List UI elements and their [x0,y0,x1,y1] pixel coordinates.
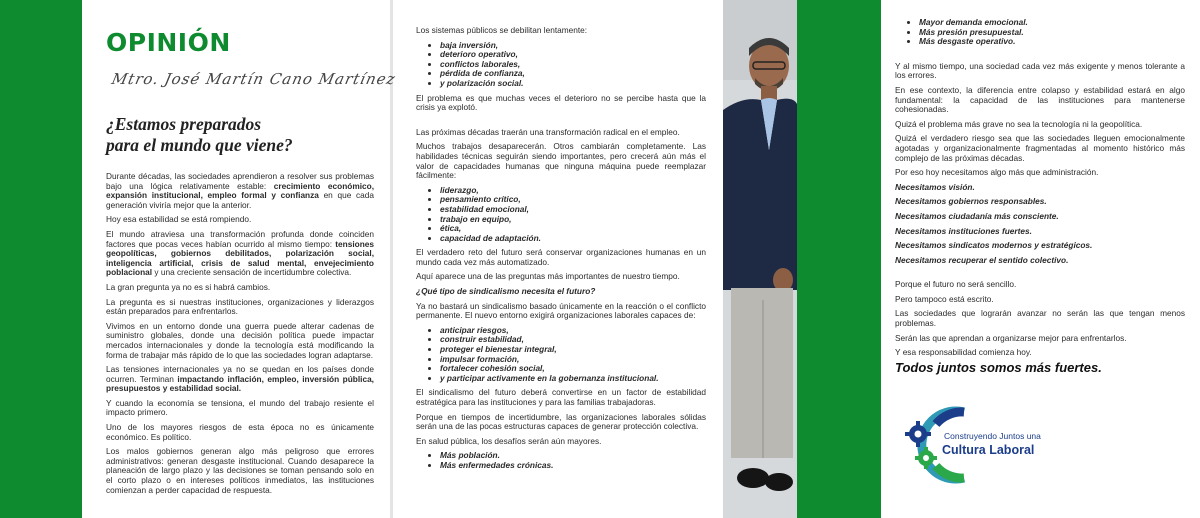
paragraph: Aquí aparece una de las preguntas más importantes de nuestro tiempo. [416,271,680,282]
list-item: • Más desgaste operativo. [919,37,1185,47]
needs-line: Necesitamos visión. [895,181,975,192]
paragraph: Pero tampoco está escrito. [895,293,994,304]
paragraph: Porque en tiempos de incertidumbre, las organizaciones laborales sólidas serán una de las pocas estructuras capaces de generar protección colectiva. [416,411,706,432]
paragraph: El mundo atraviesa una transformación profunda donde coinciden factores que pocas veces habían ocurrido al mismo tiempo: tensiones geopolíticas, gobiernos debilitados, polarización social, inteligencia artificial, crisis de salud mental, envejecimiento poblacional y una creciente sensación de incertidumbre colectiva. [106,228,374,278]
list-item: • y participar activamente en la gobernanza institucional. [440,374,706,384]
paragraph: Muchos trabajos desaparecerán. Otros cambiarán completamente. Las habilidades técnicas seguirán siendo importantes, pero crecerá aún más el valor de capacidades humanas que ninguna máquina puede reemplazar fácilmente: [416,141,706,181]
section-title: OPINIÓN [106,28,231,57]
needs-line: Necesitamos ciudadanía más consciente. [895,210,1059,221]
paragraph: Y cuando la economía se tensiona, el mundo del trabajo resiente el impacto primero. [106,397,374,418]
paragraph: El problema es que muchas veces el deterioro no se percibe hasta que la crisis ya explotó. [416,92,706,113]
article-column-3 [895,18,1185,377]
list-item: • Más enfermedades crónicas. [440,461,706,471]
list-item: • proteger el bienestar integral, [440,345,706,355]
paragraph: Hoy esa estabilidad se está rompiendo. [106,214,252,225]
list-item: • pérdida de confianza, [440,69,706,79]
list-item: • anticipar riesgos, [440,326,706,336]
paragraph: Durante décadas, las sociedades aprendieron a resolver sus problemas bajo una lógica relativamente estable: crecimiento económico, expansión institucional, empleo formal y confianza en que cada generación viviría mejor que la anterior. [106,171,374,210]
list-item: • liderazgo, [440,186,706,196]
article-column-2 [416,26,706,476]
list-item: • ética, [440,224,706,234]
list-item: • Mayor demanda emocional. [919,18,1185,28]
bullet-list [416,451,706,470]
paragraph: Las tensiones internacionales ya no se quedan en los países donde ocurren. Terminan impactando inflación, empleo, inversión pública, presupuestos y estabilidad social. [106,364,374,394]
paragraph: Los sistemas públicos se debilitan lentamente: [416,25,588,35]
paragraph: Uno de los mayores riesgos de esta época no es únicamente económico. Es político. [106,422,374,442]
paragraph: Quizá el verdadero riesgo sea que las sociedades lleguen emocionalmente agotadas y organizacionalmente fragmentadas al momento histórico más complejo de las próximas décadas. [895,133,1185,163]
list-item: • y polarización social. [440,79,706,89]
paragraph: Serán las que aprendan a organizarse mejor para enfrentarlos. [895,332,1127,343]
bullet-list [895,18,1185,47]
paragraph: La gran pregunta ya no es si habrá cambios. [106,281,271,292]
headline-line-2: para el mundo que viene? [106,135,293,155]
author-photo-illustration [723,0,797,518]
list-item: • baja inversión, [440,41,706,51]
paragraph: El sindicalismo del futuro deberá convertirse en un factor de estabilidad estratégica para las instituciones y para las familias trabajadoras. [416,387,706,407]
bullet-list [416,326,706,384]
paragraph: Porque el futuro no será sencillo. [895,279,1017,290]
author-signature: Mtro. José Martín Cano Martínez [110,70,398,88]
paragraph: Las próximas décadas traerán una transformación radical en el empleo. [416,126,680,137]
paragraph: Por eso hoy necesitamos algo más que administración. [895,167,1099,178]
needs-line: Necesitamos gobiernos responsables. [895,196,1047,207]
list-item: • fortalecer cohesión social, [440,364,706,374]
list-item: • pensamiento crítico, [440,195,706,205]
bullet-list [416,41,706,89]
list-item: • capacidad de adaptación. [440,234,706,244]
paragraph: Ya no bastará un sindicalismo basado únicamente en la reacción o el conflicto permanente. El nuevo entorno exigirá organizaciones laborales capaces de: [416,300,706,321]
article-headline [106,114,366,156]
paragraph: Los malos gobiernos generan algo más peligroso que errores administrativos: generan desgaste institucional. Cuando desaparece la planeación de largo plazo y las decisiones se toman pensando solo en el corto plazo o en intereses políticos inmediatos, las instituciones comienzan a perder capacidad de respuesta. [106,446,374,495]
left-green-band [0,0,82,518]
article-column-1 [106,172,374,500]
closing-slogan: Todos juntos somos más fuertes. [895,359,1102,375]
paragraph: La pregunta es si nuestras instituciones, organizaciones y liderazgos están preparados para enfrentarlos. [106,296,374,317]
list-item: • Más población. [440,451,706,461]
paragraph: Las sociedades que lograrán avanzar no serán las que tengan menos problemas. [895,308,1185,329]
bullet-list [416,186,706,244]
list-item: • conflictos laborales, [440,60,706,70]
needs-line: Necesitamos recuperar el sentido colectivo. [895,254,1069,265]
paragraph: Y esa responsabilidad comienza hoy. [895,347,1032,358]
needs-line: Necesitamos sindicatos modernos y estratégicos. [895,240,1093,251]
list-item: • Más presión presupuestal. [919,28,1185,38]
needs-line: Necesitamos instituciones fuertes. [895,225,1032,236]
list-item: • impulsar formación, [440,355,706,365]
list-item: • deterioro operativo, [440,50,706,60]
paragraph: Y al mismo tiempo, una sociedad cada vez más exigente y menos tolerante a los errores. [895,60,1185,81]
section-question: ¿Qué tipo de sindicalismo necesita el futuro? [416,286,596,297]
right-green-band [797,0,881,518]
logo-tagline: Construyendo Juntos una [944,431,1041,441]
headline-line-1: ¿Estamos preparados [106,114,262,134]
logo-name: Cultura Laboral [942,443,1035,457]
paragraph: Quizá el problema más grave no sea la tecnología ni la geopolítica. [895,118,1143,129]
list-item: • trabajo en equipo, [440,215,706,225]
list-item: • construir estabilidad, [440,335,706,345]
paragraph: El verdadero reto del futuro será conservar organizaciones humanas en un mundo cada vez más automatizado. [416,247,706,267]
paragraph: En salud pública, los desafíos serán aún mayores. [416,435,602,446]
paragraph: Vivimos en un entorno donde una guerra puede alterar cadenas de suministro globales, donde una decisión política puede impactar mercados internacionales y donde la tecnología está modificando la forma de trabajar más rápido de lo que las sociedades logran adaptarse. [106,320,374,360]
list-item: • estabilidad emocional, [440,205,706,215]
paragraph: En ese contexto, la diferencia entre colapso y estabilidad estará en algo fundamental: la capacidad de las instituciones para mantenerse cohesionadas. [895,84,1185,115]
author-photo [723,0,797,518]
